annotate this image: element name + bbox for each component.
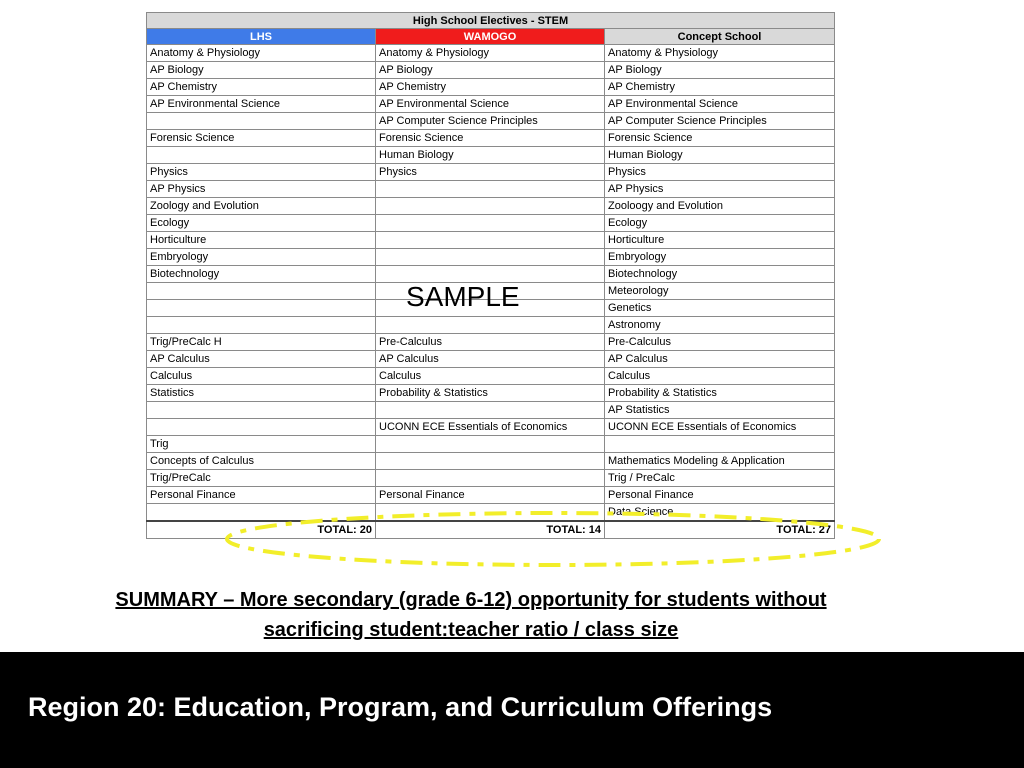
cell-lhs: Calculus (147, 368, 376, 385)
cell-lhs: Zoology and Evolution (147, 198, 376, 215)
table-row (147, 164, 835, 181)
cell-wamogo: Human Biology (376, 147, 605, 164)
cell-concept-school: AP Computer Science Principles (605, 113, 835, 130)
table-header-row (147, 29, 835, 45)
table-row (147, 436, 835, 453)
header-wamogo: WAMOGO (376, 29, 605, 45)
cell-concept-school: Human Biology (605, 147, 835, 164)
cell-concept-school: AP Calculus (605, 351, 835, 368)
table-row (147, 470, 835, 487)
cell-lhs: Anatomy & Physiology (147, 45, 376, 62)
cell-wamogo (376, 453, 605, 470)
cell-concept-school: Physics (605, 164, 835, 181)
cell-concept-school: Personal Finance (605, 487, 835, 504)
cell-lhs: AP Calculus (147, 351, 376, 368)
cell-wamogo: AP Chemistry (376, 79, 605, 96)
cell-wamogo: AP Environmental Science (376, 96, 605, 113)
table-row (147, 215, 835, 232)
cell-concept-school: AP Physics (605, 181, 835, 198)
cell-concept-school (605, 436, 835, 453)
cell-lhs: Concepts of Calculus (147, 453, 376, 470)
table-row (147, 147, 835, 164)
cell-lhs: AP Physics (147, 181, 376, 198)
cell-concept-school: Mathematics Modeling & Application (605, 453, 835, 470)
cell-concept-school: Ecology (605, 215, 835, 232)
cell-lhs: Embryology (147, 249, 376, 266)
cell-wamogo: AP Computer Science Principles (376, 113, 605, 130)
table-row (147, 79, 835, 96)
cell-concept-school: Horticulture (605, 232, 835, 249)
cell-wamogo (376, 470, 605, 487)
table-row (147, 62, 835, 79)
table-row (147, 266, 835, 283)
cell-lhs: AP Environmental Science (147, 96, 376, 113)
table-row (147, 96, 835, 113)
cell-wamogo: AP Biology (376, 62, 605, 79)
cell-concept-school: UCONN ECE Essentials of Economics (605, 419, 835, 436)
cell-concept-school: Meteorology (605, 283, 835, 300)
cell-lhs (147, 419, 376, 436)
table-row (147, 487, 835, 504)
summary-text (40, 585, 902, 645)
cell-concept-school: Pre-Calculus (605, 334, 835, 351)
cell-wamogo: Pre-Calculus (376, 334, 605, 351)
cell-concept-school: AP Statistics (605, 402, 835, 419)
cell-lhs: Statistics (147, 385, 376, 402)
cell-lhs (147, 317, 376, 334)
cell-wamogo: Physics (376, 164, 605, 181)
cell-wamogo (376, 249, 605, 266)
electives-table-container (146, 12, 834, 539)
table-row (147, 181, 835, 198)
cell-lhs: Trig (147, 436, 376, 453)
cell-wamogo: Calculus (376, 368, 605, 385)
table-row (147, 113, 835, 130)
cell-wamogo: Personal Finance (376, 487, 605, 504)
cell-concept-school: Astronomy (605, 317, 835, 334)
electives-table (146, 12, 835, 539)
cell-lhs (147, 113, 376, 130)
cell-lhs: Ecology (147, 215, 376, 232)
cell-lhs: Forensic Science (147, 130, 376, 147)
table-row (147, 402, 835, 419)
cell-lhs: Personal Finance (147, 487, 376, 504)
cell-wamogo: UCONN ECE Essentials of Economics (376, 419, 605, 436)
cell-lhs (147, 147, 376, 164)
cell-concept-school: Zooloogy and Evolution (605, 198, 835, 215)
table-row (147, 385, 835, 402)
cell-lhs: Biotechnology (147, 266, 376, 283)
total-concept-school: TOTAL: 27 (605, 521, 835, 539)
cell-wamogo (376, 232, 605, 249)
cell-concept-school: Calculus (605, 368, 835, 385)
cell-lhs: Horticulture (147, 232, 376, 249)
cell-wamogo: AP Calculus (376, 351, 605, 368)
table-row (147, 249, 835, 266)
header-concept-school: Concept School (605, 29, 835, 45)
table-row (147, 419, 835, 436)
cell-concept-school: Forensic Science (605, 130, 835, 147)
sample-watermark: SAMPLE (406, 281, 520, 312)
table-row (147, 317, 835, 334)
cell-wamogo: Probability & Statistics (376, 385, 605, 402)
cell-concept-school: Genetics (605, 300, 835, 317)
cell-wamogo (376, 317, 605, 334)
table-row (147, 453, 835, 470)
table-row (147, 334, 835, 351)
cell-wamogo (376, 402, 605, 419)
cell-lhs: Trig/PreCalc H (147, 334, 376, 351)
cell-wamogo: Anatomy & Physiology (376, 45, 605, 62)
footer-title: Region 20: Education, Program, and Curriculum Offerings (28, 692, 773, 722)
highlight-ellipse-stroke (227, 513, 879, 565)
cell-wamogo (376, 436, 605, 453)
cell-concept-school: Trig / PreCalc (605, 470, 835, 487)
cell-wamogo (376, 181, 605, 198)
summary-line-2: sacrificing student:teacher ratio / class size (263, 619, 679, 641)
cell-wamogo: Forensic Science (376, 130, 605, 147)
cell-concept-school: Biotechnology (605, 266, 835, 283)
footer-bar (0, 652, 1024, 768)
cell-concept-school: Data Science (605, 504, 835, 522)
table-row (147, 45, 835, 62)
table-title: High School Electives - STEM (147, 13, 835, 29)
cell-concept-school: AP Environmental Science (605, 96, 835, 113)
header-lhs: LHS (147, 29, 376, 45)
cell-lhs (147, 300, 376, 317)
table-row (147, 368, 835, 385)
table-row (147, 130, 835, 147)
table-title-row (147, 13, 835, 29)
summary-line-1: SUMMARY – More secondary (grade 6-12) opportunity for students without (115, 589, 827, 611)
cell-concept-school: Probability & Statistics (605, 385, 835, 402)
totals-highlight-ellipse (222, 507, 884, 571)
cell-lhs: Trig/PreCalc (147, 470, 376, 487)
table-row (147, 198, 835, 215)
cell-concept-school: AP Chemistry (605, 79, 835, 96)
cell-concept-school: Embryology (605, 249, 835, 266)
table-row (147, 351, 835, 368)
cell-wamogo (376, 198, 605, 215)
cell-lhs: Physics (147, 164, 376, 181)
table-row (147, 232, 835, 249)
cell-concept-school: AP Biology (605, 62, 835, 79)
total-wamogo: TOTAL: 14 (376, 521, 605, 539)
cell-lhs (147, 283, 376, 300)
cell-lhs: AP Biology (147, 62, 376, 79)
cell-lhs: AP Chemistry (147, 79, 376, 96)
cell-wamogo (376, 215, 605, 232)
cell-concept-school: Anatomy & Physiology (605, 45, 835, 62)
cell-lhs (147, 402, 376, 419)
cell-wamogo (376, 266, 605, 283)
total-lhs: TOTAL: 20 (147, 521, 376, 539)
